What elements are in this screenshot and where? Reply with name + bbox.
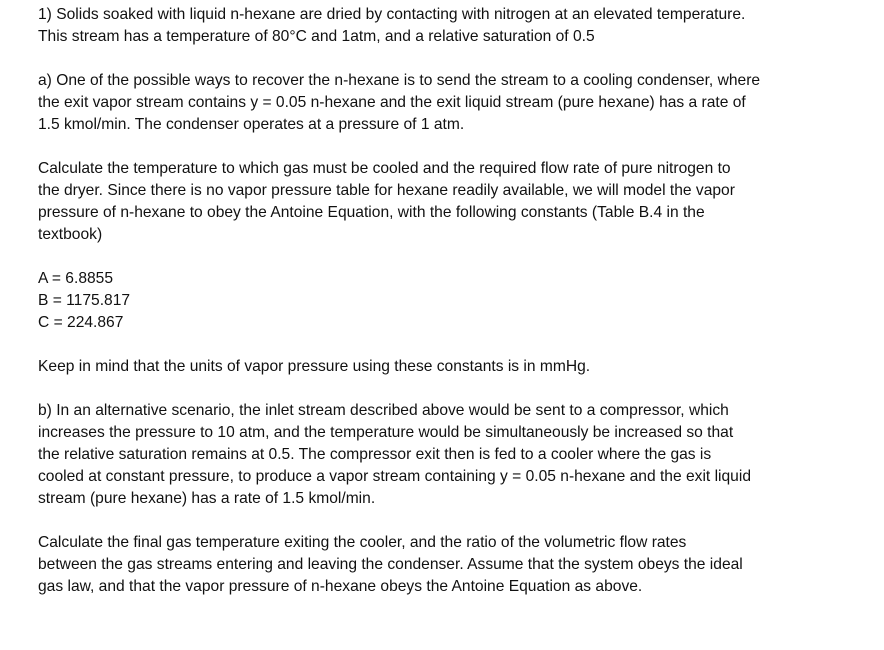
paragraph-spacer: [38, 246, 838, 268]
paragraph-spacer: [38, 48, 838, 70]
text-line: Calculate the temperature to which gas must be cooled and the required flow rate of pure nitrogen to: [38, 160, 731, 177]
text-line: the relative saturation remains at 0.5. The compressor exit then is fed to a cooler where the gas is: [38, 446, 712, 463]
text-line: increases the pressure to 10 atm, and the temperature would be simultaneously be increased so that: [38, 424, 734, 441]
text-line: the dryer. Since there is no vapor pressure table for hexane readily available, we will model the vapor: [38, 182, 735, 199]
constant-c: C = 224.867: [38, 314, 124, 331]
text-line: cooled at constant pressure, to produce a vapor stream containing y = 0.05 n-hexane and the exit liquid: [38, 468, 751, 485]
paragraph-spacer: [38, 136, 838, 158]
text-line: 1) Solids soaked with liquid n-hexane are dried by contacting with nitrogen at an elevated temperature.: [38, 6, 746, 23]
text-line: stream (pure hexane) has a rate of 1.5 kmol/min.: [38, 490, 376, 507]
constant-a: A = 6.8855: [38, 270, 114, 287]
problem-intro: [38, 4, 838, 48]
part-b-task-paragraph: [38, 532, 838, 598]
document-page: [38, 4, 838, 598]
text-line: textbook): [38, 226, 103, 243]
paragraph-spacer: [38, 510, 838, 532]
text-line: between the gas streams entering and leaving the condenser. Assume that the system obeys the ideal: [38, 556, 743, 573]
units-note: [38, 356, 838, 378]
text-line: the exit vapor stream contains y = 0.05 n-hexane and the exit liquid stream (pure hexane) has a rate of: [38, 94, 746, 111]
antoine-constants-list: [38, 268, 838, 334]
part-b-paragraph: [38, 400, 838, 510]
text-line: 1.5 kmol/min. The condenser operates at a pressure of 1 atm.: [38, 116, 465, 133]
text-line: This stream has a temperature of 80°C and 1atm, and a relative saturation of 0.5: [38, 28, 595, 45]
paragraph-spacer: [38, 378, 838, 400]
text-line: a) One of the possible ways to recover the n-hexane is to send the stream to a cooling condenser, where: [38, 72, 761, 89]
part-a-task-paragraph: [38, 158, 838, 246]
part-a-paragraph: [38, 70, 838, 136]
constant-b: B = 1175.817: [38, 292, 131, 309]
paragraph-spacer: [38, 334, 838, 356]
text-line: b) In an alternative scenario, the inlet stream described above would be sent to a compressor, which: [38, 402, 729, 419]
text-line: Calculate the final gas temperature exiting the cooler, and the ratio of the volumetric flow rates: [38, 534, 687, 551]
text-line: Keep in mind that the units of vapor pressure using these constants is in mmHg.: [38, 358, 591, 375]
text-line: pressure of n-hexane to obey the Antoine Equation, with the following constants (Table B.4 in the: [38, 204, 705, 221]
text-line: gas law, and that the vapor pressure of n-hexane obeys the Antoine Equation as above.: [38, 578, 643, 595]
